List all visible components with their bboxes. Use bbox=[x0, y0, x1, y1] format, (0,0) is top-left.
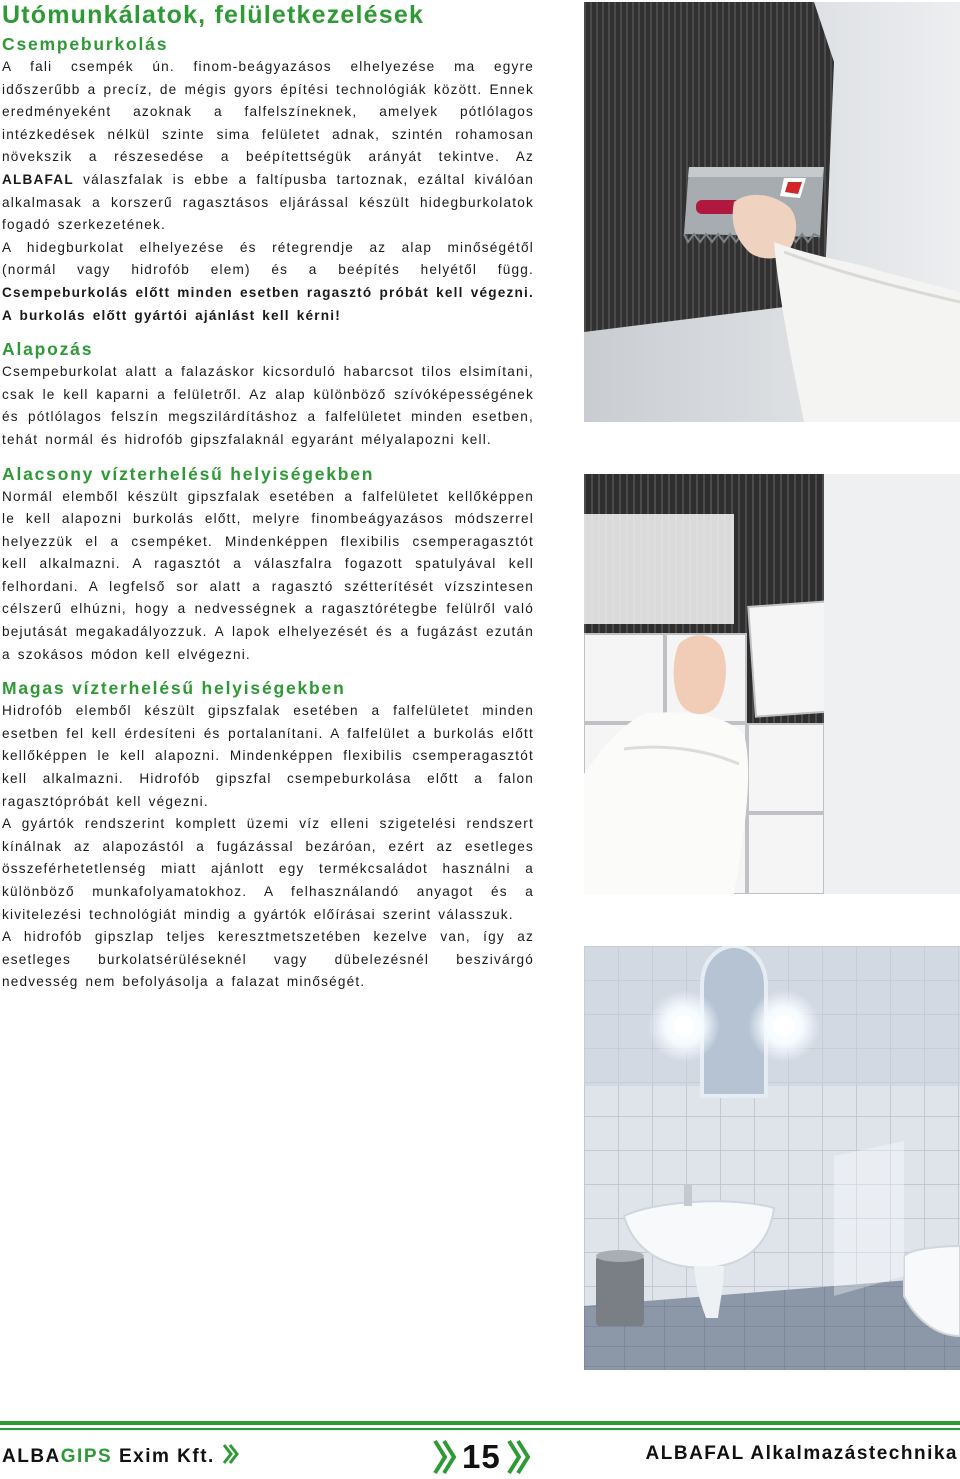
paragraph bbox=[2, 237, 534, 327]
section-magas-vizterheles bbox=[2, 676, 534, 994]
paragraph bbox=[2, 56, 534, 237]
section-alacsony-vizterheles bbox=[2, 462, 534, 667]
page-number: 15 bbox=[462, 1438, 501, 1475]
bold-warning: Csempeburkolás előtt minden esetben ragasztó próbát kell végezni. A burkolás előtt gyártói ajánlást kell kérni! bbox=[2, 284, 534, 323]
paragraph-text: A hidegburkolat elhelyezése és rétegrendje az alap minőségétől (normál vagy hidrofób elem) és a beépítés helyétől függ. bbox=[2, 239, 534, 278]
paragraph: Hidrofób elemből készült gipszfalak esetében a falfelületet minden esetben fel kell érdesíteni és portalanítani. A falfelület a burkolás előtt kellőképpen le kell alapozni. Mindenképpen flexibilis csemperagasztót kell alkalmazni. Hidrofób gipszfal csempeburkolása előtt a falon ragasztópróbát kell végezni. bbox=[2, 703, 534, 809]
section-alapozas bbox=[2, 337, 534, 451]
bathroom-photo bbox=[584, 946, 960, 1370]
paragraph-text: válaszfalak is ebbe a faltípusba tartoznak, ezáltal kiválóan alkalmasak a korszerű ragasztásos eljárással készült hidegburkolatok fogadó szerkezetének. bbox=[2, 171, 534, 233]
paragraph: A hidrofób gipszlap teljes keresztmetszetében kezelve van, így az esetleges burkolatsérüléseknél vagy dübelezésnél beszivárgó nedvesség nem befolyásolja a falazat minőségét. bbox=[2, 929, 534, 990]
main-text-column bbox=[2, 0, 534, 994]
footer-divider-thin bbox=[0, 1428, 960, 1430]
paragraph: A gyártók rendszerint komplett üzemi víz elleni szigetelési rendszert kínálnak az alapozástól a fugázással bezáróan, ezért az esetleges összeférhetetlenség miatt ajánlott egy termékcsaládot használni a különböző munkafolyamatokhoz. A felhasználandó anyagot és a kivitelezési technológiát mindig a gyártók előírásai szerint válasszuk. bbox=[2, 816, 534, 922]
chevron-right-icon bbox=[506, 1438, 534, 1476]
paragraph: Csempeburkolat alatt a falazáskor kicsorduló habarcsot tilos elsimítani, csak le kell kaparni a felületről. Az alap különböző szívóképességének és pótlólagos felszín megszilárdításhoz a falfelületet minden esetben, tehát normál és hidrofób gipszfalaknál egyaránt mélyalapozni kell. bbox=[2, 364, 534, 447]
paragraph: Normál elemből készült gipszfalak esetében a falfelületet kellőképpen le kell alapozni burkolás előtt, melyre finombeágyazásos módszerrel helyezzük el a csempéket. Mindenképpen flexibilis csemperagasztót kell alkalmazni. A ragasztót a válaszfalra fogazott spatulyával kell felhordani. A legfelső sor alatt a ragasztó szétterítését vízszintesen célszerű elhúzni, hogy a nedvességnek a ragasztórétegbe felülről való bejutását megakadályozzuk. A lapok elhelyezését és a fugázást ezután a szokásos módon kell elvégezni. bbox=[2, 488, 534, 662]
section-heading: Csempeburkolás bbox=[2, 34, 169, 54]
footer-divider bbox=[0, 1421, 960, 1425]
chevron-right-icon bbox=[432, 1438, 460, 1476]
paragraph-text: A fali csempék ún. finom-beágyazásos elhelyezése ma egyre időszerűbb a precíz, de mégis gyors építési technológiák között. Ennek eredményeként azoknak a falfelszíneknek, amelyek pótlólagos intézkedések nélkül szinte sima felületet adnak, szintén rohamosan növekszik a részesedése a beépítettségük arányát tekintve. Az bbox=[2, 59, 534, 165]
chevron-right-icon bbox=[222, 1443, 240, 1465]
tile-placement-photo bbox=[584, 474, 960, 894]
footer-company bbox=[2, 1443, 240, 1468]
brand-name: ALBAFAL bbox=[2, 171, 74, 187]
company-name-part-green: GIPS bbox=[60, 1446, 113, 1467]
section-csempeburkolas bbox=[2, 32, 534, 327]
page-number-block bbox=[432, 1438, 532, 1476]
company-name-part: Exim Kft. bbox=[112, 1446, 215, 1467]
trowel-adhesive-photo bbox=[584, 2, 960, 422]
section-heading: Alacsony vízterhelésű helyiségekben bbox=[2, 463, 375, 484]
section-heading: Alapozás bbox=[2, 339, 94, 360]
section-heading: Magas vízterhelésű helyiségekben bbox=[2, 678, 346, 699]
company-name-part: ALBA bbox=[2, 1446, 61, 1467]
footer-publication: ALBAFAL Alkalmazástechnika bbox=[645, 1443, 958, 1464]
page-title: Utómunkálatok, felületkezelések bbox=[2, 1, 425, 29]
